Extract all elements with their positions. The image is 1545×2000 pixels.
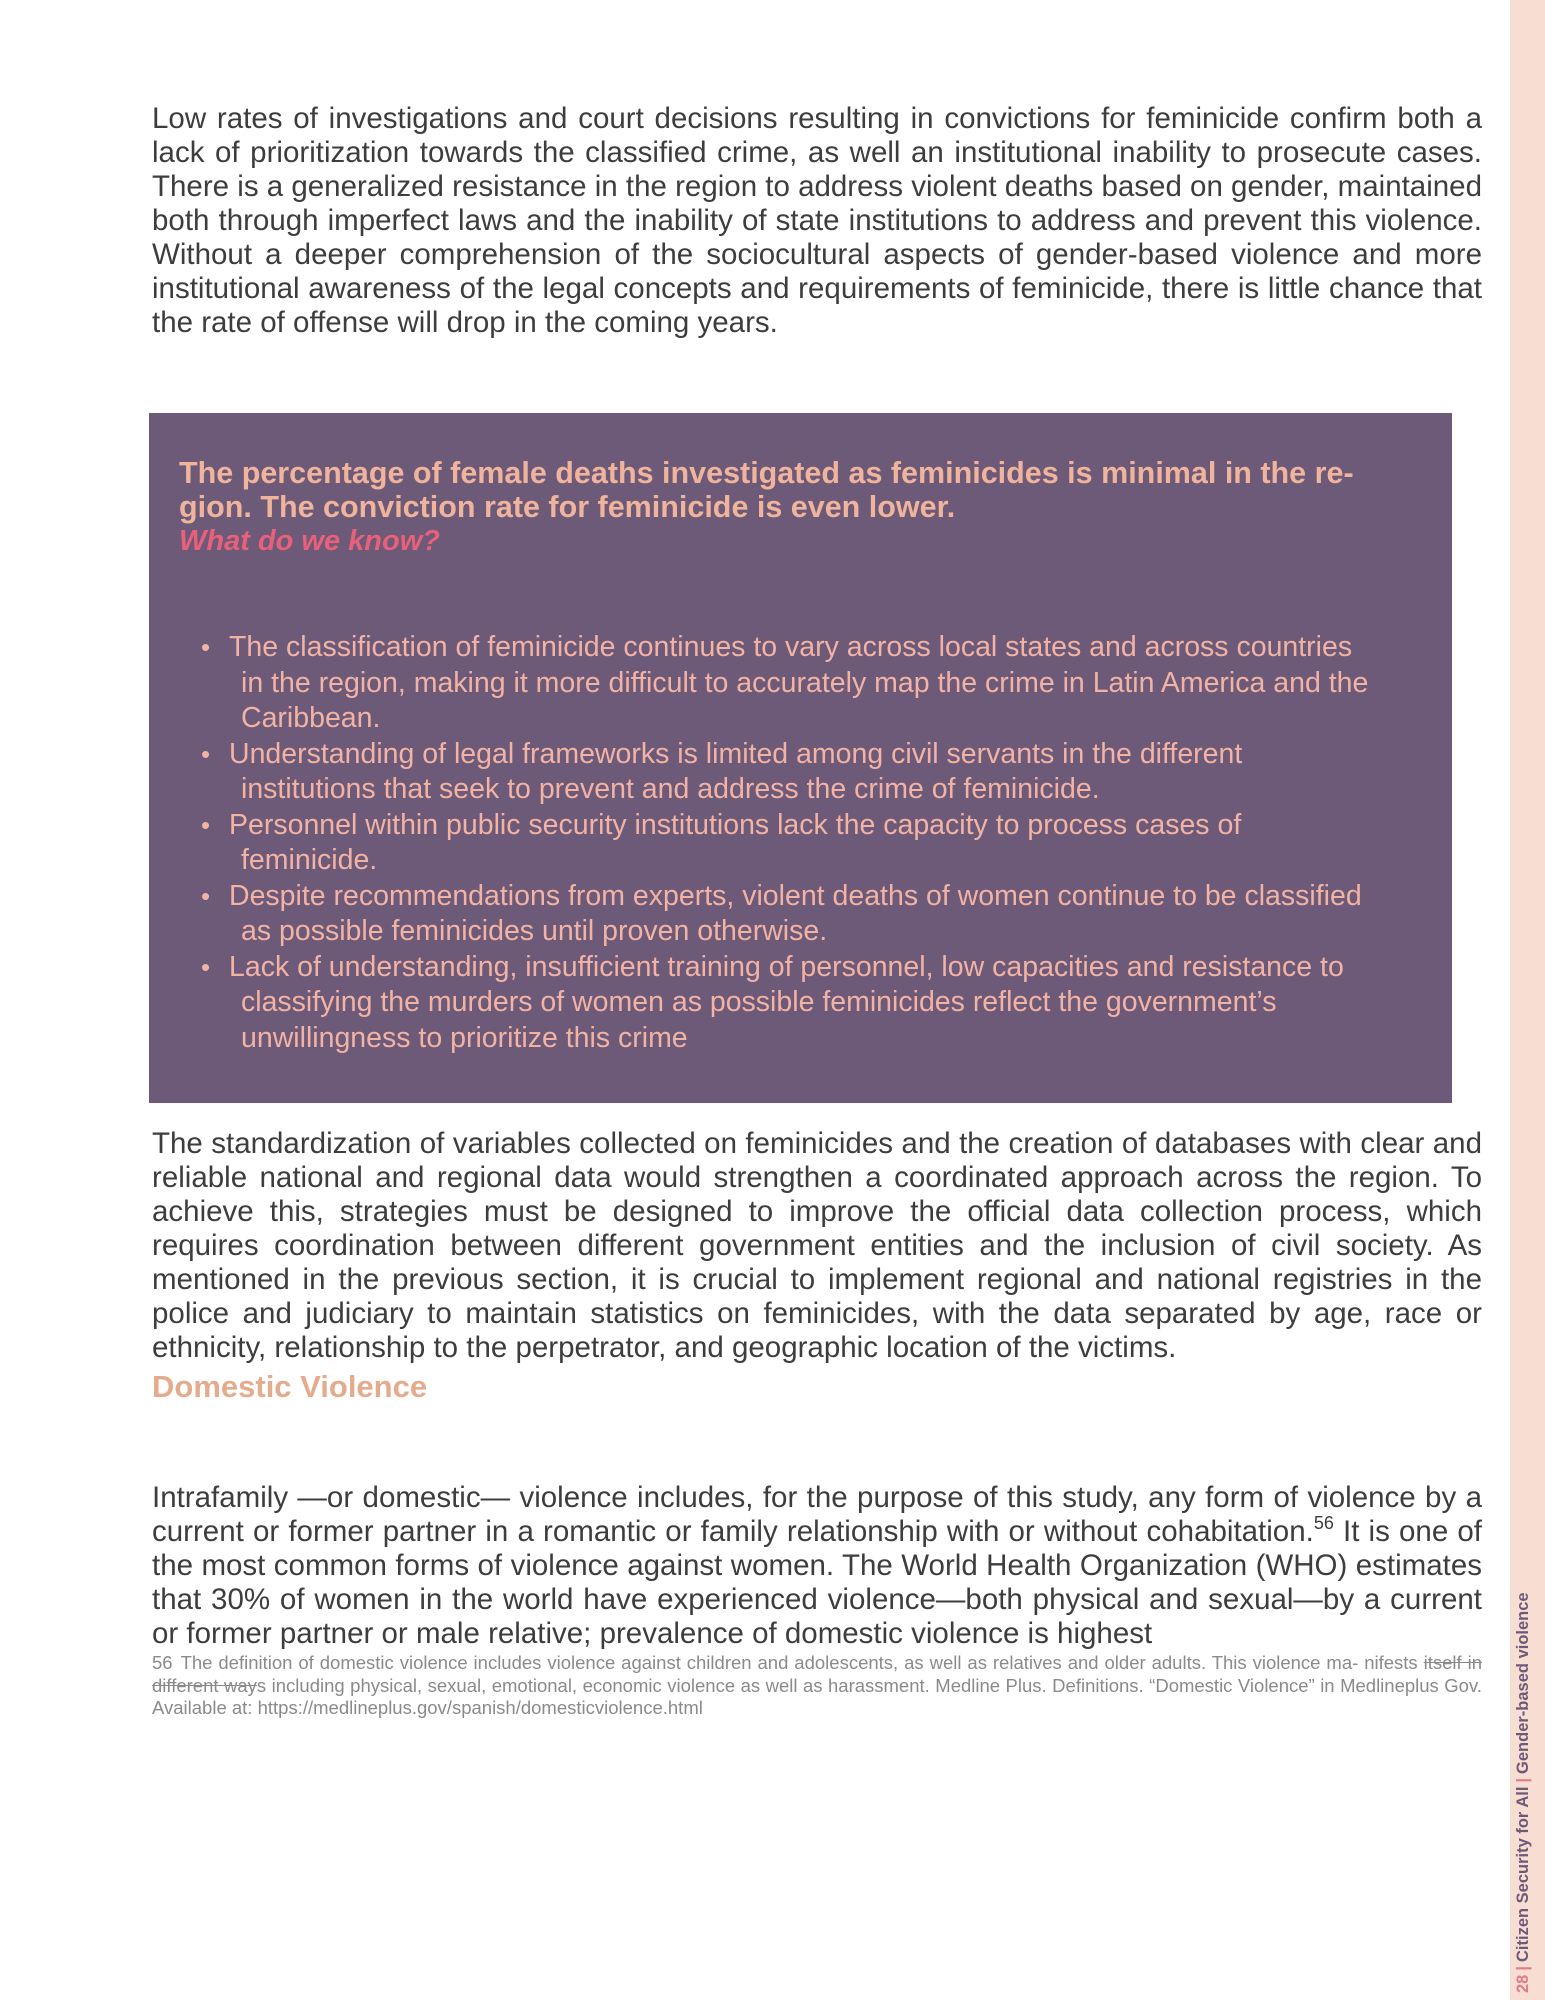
- footnote-text-start: The definition of domestic violence includes violence against children and adolescents, as well as relatives and older adults. This violence ma- nifests: [180, 1652, 1424, 1673]
- callout-bullet-item: [181, 808, 1381, 879]
- callout-bullet-item: [181, 879, 1381, 950]
- bullet-icon: •: [201, 809, 211, 840]
- domestic-text-end: It is one of the most common forms of violence against women. The World Health Organization (WHO) estimates that 30% of women in the world have experienced violence—both physical and sexual—by a current or former partner or male relative; prevalence of domestic violence is highest: [152, 1515, 1482, 1650]
- callout-heading: The percentage of female deaths investigated as feminicides is minimal in the re- gion. The conviction rate for feminicide is even lower.: [179, 456, 1354, 524]
- footnote-text-end: s including physical, sexual, emotional, economic violence as well as harassment. Medline Plus. Definitions. “Domestic Violence” in Medlineplus Gov. Available at: https://medlineplus.gov/spanish/domesticviolence.html: [152, 1674, 1482, 1718]
- footer-separator: |: [1514, 1777, 1532, 1783]
- footnote-number: 56: [152, 1652, 173, 1673]
- callout-bullet-item: [181, 950, 1381, 1057]
- standardization-paragraph: The standardization of variables collected on feminicides and the creation of databases with clear and reliable national and regional data would strengthen a coordinated approach across the region. To achieve this, strategies must be designed to improve the official data collection process, which requires coordination between different government entities and the inclusion of civil society. As mentioned in the previous section, it is crucial to implement regional and national registries in the police and judiciary to maintain statistics on feminicides, with the data separated by age, race or ethnicity, relationship to the perpetrator, and geographic location of the victims.: [152, 1127, 1482, 1364]
- callout-bullet-item: [181, 630, 1381, 737]
- domestic-violence-paragraph: [152, 1481, 1482, 1651]
- callout-bullet-list: [181, 630, 1381, 1056]
- callout-box: [149, 413, 1452, 1103]
- bullet-text: Lack of understanding, insufficient training of personnel, low capacities and resistance to classifying the murders of women as possible feminicides reflect the government’s unwillingness to prioritize this crime: [229, 950, 1344, 1054]
- footer-separator: |: [1514, 1966, 1532, 1971]
- publication-title: Citizen Security for All: [1514, 1786, 1532, 1963]
- section-heading-domestic-violence: Domestic Violence: [152, 1369, 428, 1404]
- page-number: 28: [1514, 1974, 1532, 1993]
- bullet-text: The classification of feminicide continues to vary across local states and across countries in the region, making it more difficult to accurately map the crime in Latin America and the Caribbean.: [229, 631, 1369, 734]
- bullet-text: Despite recommendations from experts, violent deaths of women continue to be classified as possible feminicides until proven otherwise.: [229, 879, 1362, 947]
- chapter-title: Gender-based violence: [1514, 1592, 1532, 1774]
- callout-bullet-item: [181, 737, 1381, 808]
- intro-paragraph: Low rates of investigations and court decisions resulting in convictions for feminicide confirm both a lack of prioritization towards the classified crime, as well an institutional inability to prosecute cases. There is a generalized resistance in the region to address violent deaths based on gender, maintained both through imperfect laws and the inability of state institutions to address and prevent this violence. Without a deeper comprehension of the sociocultural aspects of gender-based violence and more institutional awareness of the legal concepts and requirements of feminicide, there is little chance that the rate of offense will drop in the coming years.: [152, 102, 1482, 339]
- bullet-icon: •: [201, 880, 211, 911]
- bullet-icon: •: [201, 738, 211, 769]
- bullet-icon: •: [201, 632, 211, 662]
- bullet-text: Understanding of legal frameworks is limited among civil servants in the different institutions that seek to prevent and address the crime of feminicide.: [229, 737, 1243, 805]
- footnote-struck-text: itself in different way: [152, 1652, 1483, 1696]
- footnote: [152, 1652, 1482, 1720]
- footnote-reference[interactable]: 56: [1313, 1513, 1334, 1533]
- callout-subheading: What do we know?: [179, 525, 440, 557]
- bullet-text: Personnel within public security institutions lack the capacity to process cases of feminicide.: [229, 808, 1242, 876]
- domestic-text-start: Intrafamily —or domestic— violence includes, for the purpose of this study, any form of violence by a current or former partner in a romantic or family relationship with or without cohabitation.: [152, 1481, 1482, 1548]
- bullet-icon: •: [201, 951, 211, 982]
- running-footer: [1511, 1592, 1535, 1993]
